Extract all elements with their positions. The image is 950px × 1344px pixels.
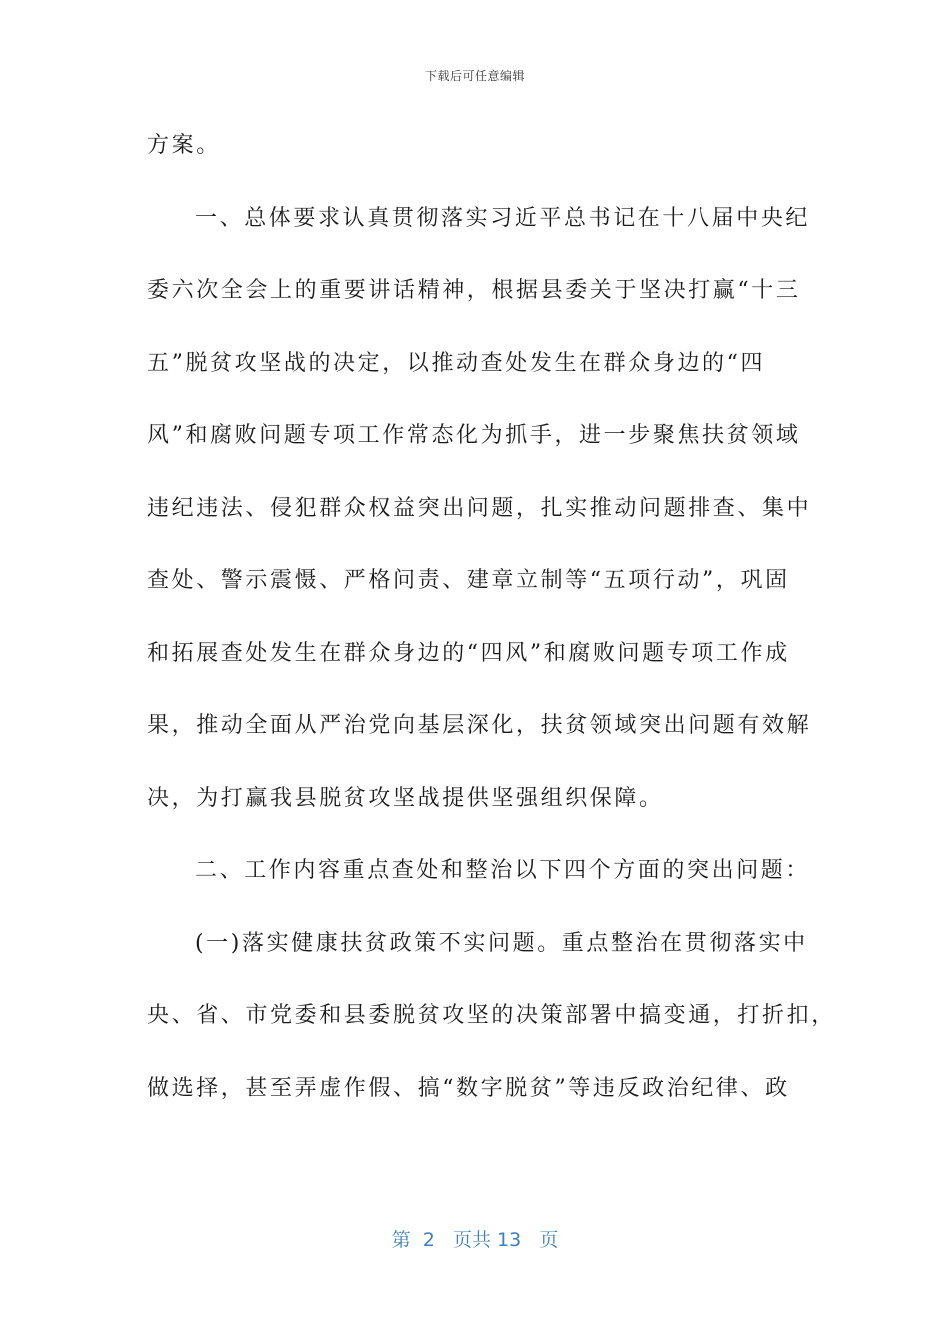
body-line: 一、总体要求认真贯彻落实习近平总书记在十八届中央纪 [195,205,811,231]
body-line: (一)落实健康扶贫政策不实问题。重点整治在贯彻落实中 [195,930,808,956]
document-body [147,123,836,1138]
body-line: 二、工作内容重点查处和整治以下四个方面的突出问题： [195,858,811,883]
body-line: 决，为打赢我县脱贫攻坚战提供坚强组织保障。 [147,785,664,811]
body-line: 查处、警示震慑、严格问责、建章立制等“五项行动”，巩固 [147,568,790,593]
body-line: 央、省、市党委和县委脱贫攻坚的决策部署中搞变通，打折扣， [147,1003,836,1028]
body-line: 违纪违法、侵犯群众权益突出问题，扎实推动问题排查、集中 [147,495,812,521]
page-footer [0,1225,950,1252]
footer-current-page: 2 [422,1229,435,1251]
footer-middle: 页共 [452,1229,491,1251]
body-line: 做选择，甚至弄虚作假、搞“数字脱贫”等违反政治纪律、政 [147,1075,790,1101]
page-header-note: 下载后可任意编辑 [424,69,525,83]
body-line: 委六次全会上的重要讲话精神，根据县委关于坚决打赢“十三 [147,278,801,303]
body-line: 方案。 [147,133,221,158]
body-line: 果，推动全面从严治党向基层深化，扶贫领域突出问题有效解 [147,713,812,738]
body-line: 风”和腐败问题专项工作常态化为抓手，进一步聚焦扶贫领域 [147,423,801,448]
body-line: 五”脱贫攻坚战的决定，以推动查处发生在群众身边的“四 [147,350,766,376]
footer-total-pages: 13 [497,1229,522,1251]
body-line: 和拓展查处发生在群众身边的“四风”和腐败问题专项工作成 [147,640,790,666]
footer-suffix: 页 [539,1229,559,1251]
footer-prefix: 第 [391,1229,411,1251]
